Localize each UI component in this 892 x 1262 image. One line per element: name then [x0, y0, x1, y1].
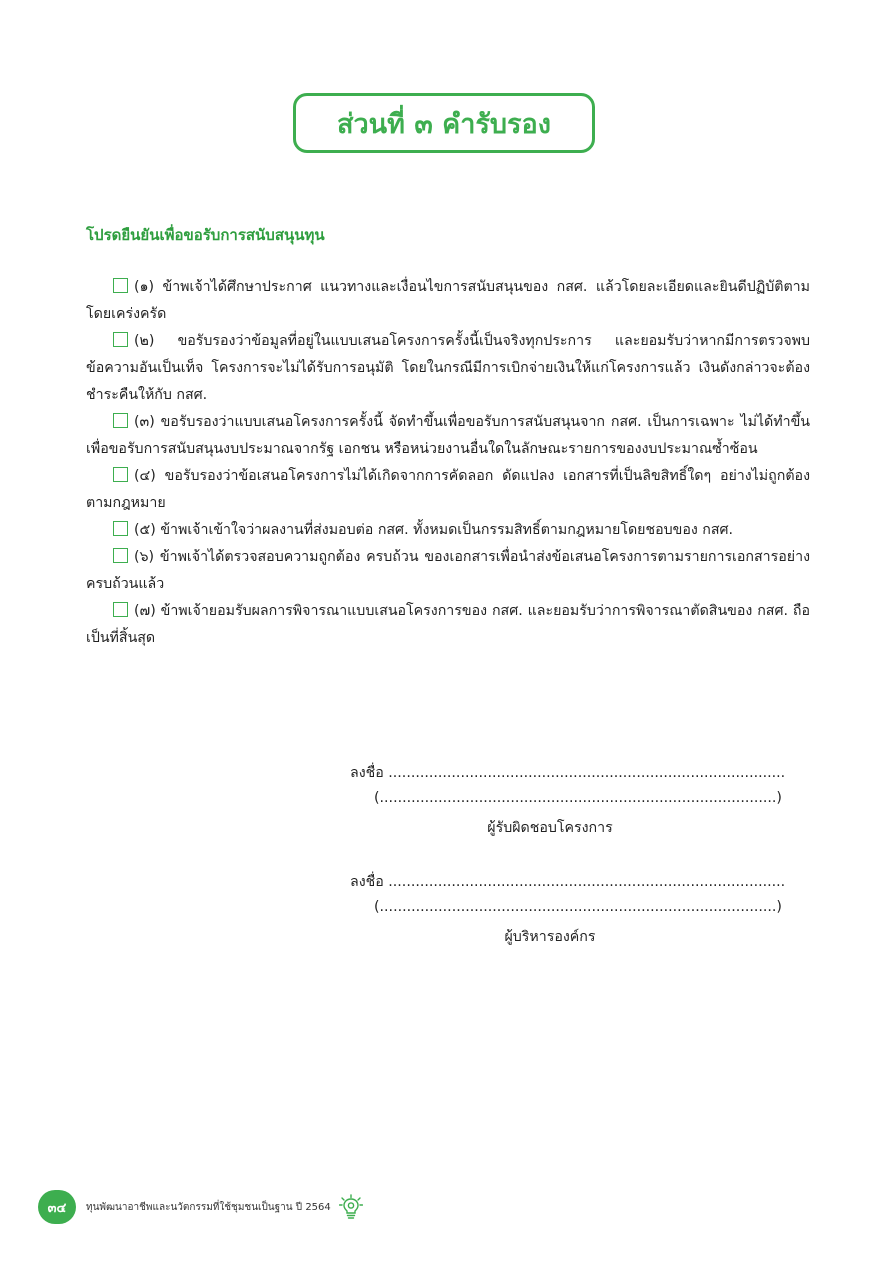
certification-item	[86, 274, 810, 328]
certification-list	[86, 274, 810, 652]
checkbox[interactable]	[113, 548, 128, 563]
certification-text: (๒) ขอรับรองว่าข้อมูลที่อยู่ในแบบเสนอโครงการครั้งนี้เป็นจริงทุกประการ และยอมรับว่าหากมีการตรวจพบข้อความอันเป็นเท็จ โครงการจะไม่ได้รับการอนุมัติ โดยในกรณีมีการเบิกจ่ายเงินให้แก่โครงการแล้ว เงินดังกล่าวจะต้องชำระคืนให้กับ กสศ.	[86, 333, 810, 403]
certification-text: (๑) ข้าพเจ้าได้ศึกษาประกาศ แนวทางและเงื่อนไขการสนับสนุนของ กสศ. แล้วโดยละเอียดและยินดีปฏิบัติตามโดยเคร่งครัด	[86, 279, 810, 322]
certification-text: (๕) ข้าพเจ้าเข้าใจว่าผลงานที่ส่งมอบต่อ กสศ. ทั้งหมดเป็นกรรมสิทธิ์ตามกฎหมายโดยชอบของ กสศ.	[134, 522, 734, 538]
checkbox[interactable]	[113, 278, 128, 293]
signer-role: ผู้บริหารองค์กร	[504, 929, 596, 945]
certification-item	[86, 328, 810, 409]
printed-name-line[interactable]: (........................................................................................)	[374, 899, 782, 915]
page-number-badge: ๓๔	[38, 1190, 76, 1224]
certification-text: (๖) ข้าพเจ้าได้ตรวจสอบความถูกต้อง ครบถ้วน ของเอกสารเพื่อนำส่งข้อเสนอโครงการตามรายการเอกสารอย่างครบถ้วนแล้ว	[86, 549, 810, 592]
certification-item	[86, 517, 810, 544]
confirm-subheading: โปรดยืนยันเพื่อขอรับการสนับสนุนทุน	[86, 226, 325, 244]
certification-text: (๓) ขอรับรองว่าแบบเสนอโครงการครั้งนี้ จัดทำขึ้นเพื่อขอรับการสนับสนุนจาก กสศ. เป็นการเฉพาะ ไม่ได้ทำขึ้นเพื่อขอรับการสนับสนุนงบประมาณจากรัฐ เอกชน หรือหน่วยงานอื่นใดในลักษณะรายการของงบประมาณซ้ำซ้อน	[86, 414, 810, 457]
page-footer	[38, 1190, 363, 1224]
signature-line[interactable]: ลงชื่อ ........................................................................................	[350, 874, 786, 890]
page-title: ส่วนที่ ๓ คำรับรอง	[337, 108, 551, 140]
signature-line[interactable]: ลงชื่อ ........................................................................................	[350, 765, 786, 781]
footer-text: ทุนพัฒนาอาชีพและนวัตกรรมที่ใช้ชุมชนเป็นฐาน ปี 2564	[86, 1201, 331, 1213]
signer-role: ผู้รับผิดชอบโครงการ	[487, 820, 613, 836]
checkbox[interactable]	[113, 332, 128, 347]
checkbox[interactable]	[113, 602, 128, 617]
certification-item	[86, 598, 810, 652]
printed-name-line[interactable]: (........................................................................................)	[374, 790, 782, 806]
checkbox[interactable]	[113, 467, 128, 482]
certification-item	[86, 409, 810, 463]
certification-item	[86, 544, 810, 598]
checkbox[interactable]	[113, 413, 128, 428]
certification-item	[86, 463, 810, 517]
certification-text: (๗) ข้าพเจ้ายอมรับผลการพิจารณาแบบเสนอโครงการของ กสศ. และยอมรับว่าการพิจารณาตัดสินของ กสศ. ถือเป็นที่สิ้นสุด	[86, 603, 810, 646]
lightbulb-gear-icon	[339, 1194, 363, 1220]
section-title-box	[293, 93, 595, 153]
certification-text: (๔) ขอรับรองว่าข้อเสนอโครงการไม่ได้เกิดจากการคัดลอก ดัดแปลง เอกสารที่เป็นลิขสิทธิ์ใดๆ อย่างไม่ถูกต้องตามกฎหมาย	[86, 468, 810, 511]
checkbox[interactable]	[113, 521, 128, 536]
